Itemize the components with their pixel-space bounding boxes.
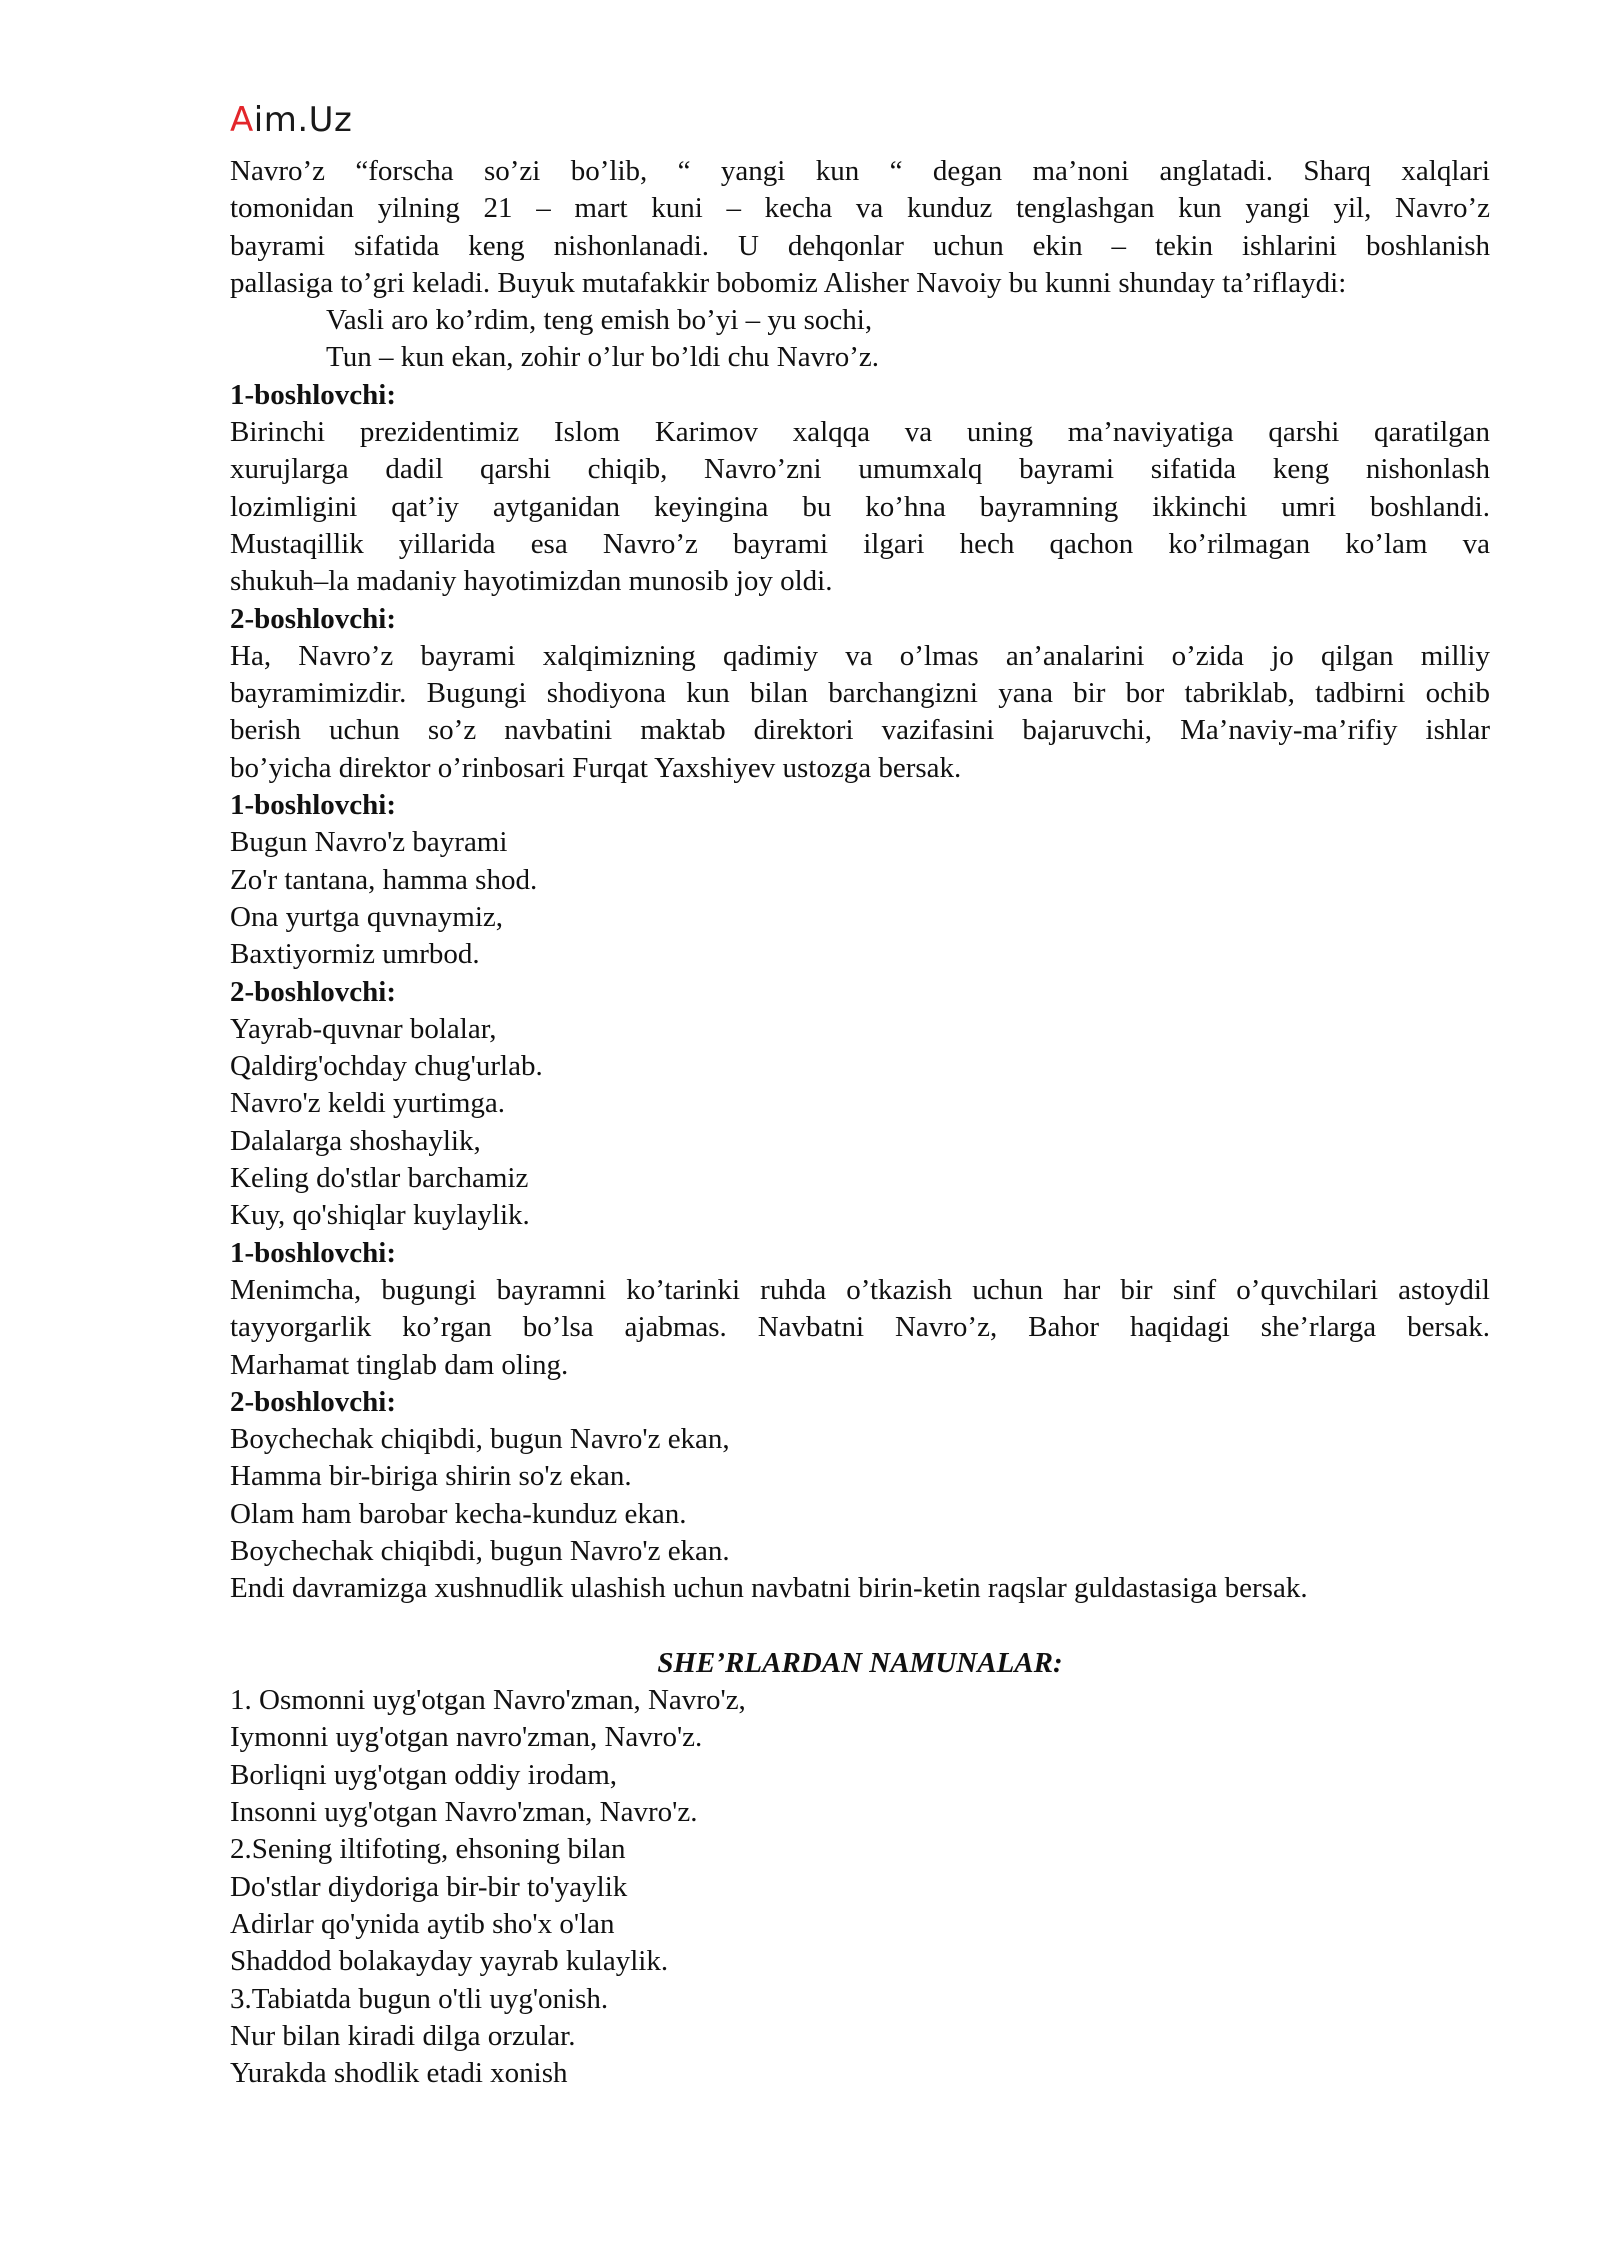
poem-line: Kuy, qo'shiqlar kuylaylik.: [230, 1199, 530, 1232]
poem-line: Nur bilan kiradi dilga orzular.: [230, 2019, 576, 2052]
speech-line: Marhamat tinglab dam oling.: [230, 1348, 569, 1381]
poem-line: Borliqni uyg'otgan oddiy irodam,: [230, 1758, 618, 1791]
poem-line: Hamma bir-biriga shirin so'z ekan.: [230, 1460, 632, 1493]
poem-line: Insonni uyg'otgan Navro'zman, Navro'z.: [230, 1796, 698, 1829]
poem-line: Ona yurtga quvnaymiz,: [230, 900, 504, 933]
poem-line: Iymonni uyg'otgan navro'zman, Navro'z.: [230, 1721, 703, 1754]
poem-line: Do'stlar diydoriga bir-bir to'yaylik: [230, 1870, 628, 1903]
speech-line: tayyorgarlik ko’rgan bo’lsa ajabmas. Navbatni Navro’z, Bahor haqidagi she’rlarga bersak.: [230, 1311, 1490, 1344]
quote-line: Vasli aro ko’rdim, teng emish bo’yi – yu sochi,: [326, 304, 873, 337]
speech-line: bo’yicha direktor o’rinbosari Furqat Yaxshiyev ustozga bersak.: [230, 751, 962, 784]
speech-line: Menimcha, bugungi bayramni ko’tarinki ruhda o’tkazish uchun har bir sinf o’quvchilari astoydil: [230, 1273, 1490, 1306]
speaker-label: 2-boshlovchi:: [230, 602, 396, 635]
poem-line: 2.Sening iltifoting, ehsoning bilan: [230, 1833, 626, 1866]
poem-line: Zo'r tantana, hamma shod.: [230, 863, 538, 896]
speech-line: bayramimizdir. Bugungi shodiyona kun bilan barchangizni yana bir bor tabriklab, tadbirni ochib: [230, 677, 1490, 710]
intro-line: pallasiga to’gri keladi. Buyuk mutafakkir bobomiz Alisher Navoiy bu kunni shunday ta’riflaydi:: [230, 266, 1347, 299]
poem-line: Shaddod bolakayday yayrab kulaylik.: [230, 1945, 669, 1978]
poem-line: Boychechak chiqibdi, bugun Navro'z ekan,: [230, 1423, 730, 1456]
poem-line: Yayrab-quvnar bolalar,: [230, 1012, 497, 1045]
poem-line: Qaldirg'ochday chug'urlab.: [230, 1050, 543, 1083]
poem-line: Dalalarga shoshaylik,: [230, 1124, 481, 1157]
blank-line: [230, 1608, 1490, 1645]
speaker-label: 2-boshlovchi:: [230, 975, 396, 1008]
speech-line: berish uchun so’z navbatini maktab direktori vazifasini bajaruvchi, Ma’naviy-ma’rifiy ishlar: [230, 714, 1490, 747]
speech-line: Mustaqillik yillarida esa Navro’z bayrami ilgari hech qachon ko’rilmagan ko’lam va: [230, 527, 1490, 560]
poem-line: Navro'z keldi yurtimga.: [230, 1087, 506, 1120]
speech-line: lozimligini qat’iy aytganidan keyingina bu ko’hna bayramning ikkinchi umri boshlandi.: [230, 490, 1490, 523]
section-heading: SHE’RLARDAN NAMUNALAR:: [657, 1646, 1063, 1679]
document-body: [230, 153, 1490, 2092]
poem-line: 3.Tabiatda bugun o'tli uyg'onish.: [230, 1982, 609, 2015]
intro-line: bayrami sifatida keng nishonlanadi. U dehqonlar uchun ekin – tekin ishlarini boshlanish: [230, 229, 1490, 262]
quote-line: Tun – kun ekan, zohir o’lur bo’ldi chu Navro’z.: [326, 341, 880, 374]
intro-line: tomonidan yilning 21 – mart kuni – kecha va kunduz tenglashgan kun yangi yil, Navro’z: [230, 192, 1490, 225]
speech-line: Birinchi prezidentimiz Islom Karimov xalqqa va uning ma’naviyatiga qarshi qaratilgan: [230, 416, 1490, 449]
poem-line: Adirlar qo'ynida aytib sho'x o'lan: [230, 1907, 615, 1940]
poem-line: Yurakda shodlik etadi xonish: [230, 2057, 568, 2090]
logo-text: im.Uz: [253, 100, 353, 140]
poem-line: Boychechak chiqibdi, bugun Navro'z ekan.: [230, 1534, 730, 1567]
speaker-label: 1-boshlovchi:: [230, 789, 396, 822]
poem-line: Keling do'stlar barchamiz: [230, 1162, 529, 1195]
poem-line: Olam ham barobar kecha-kunduz ekan.: [230, 1497, 687, 1530]
intro-line: Navro’z “forscha so’zi bo’lib, “ yangi kun “ degan ma’noni anglatadi. Sharq xalqlari: [230, 155, 1490, 187]
speaker-label: 1-boshlovchi:: [230, 378, 396, 411]
logo-accent-letter: A: [230, 100, 254, 140]
speech-line: Endi davramizga xushnudlik ulashish uchun navbatni birin-ketin raqslar guldastasiga bersak.: [230, 1572, 1308, 1605]
poem-line: 1. Osmonni uyg'otgan Navro'zman, Navro'z,: [230, 1684, 746, 1717]
speech-line: shukuh–la madaniy hayotimizdan munosib joy oldi.: [230, 565, 833, 598]
site-logo[interactable]: [230, 100, 352, 140]
speech-line: xurujlarga dadil qarshi chiqib, Navro’zni umumxalq bayrami sifatida keng nishonlash: [230, 453, 1490, 486]
speaker-label: 1-boshlovchi:: [230, 1236, 396, 1269]
poem-line: Baxtiyormiz umrbod.: [230, 938, 480, 971]
poem-line: Bugun Navro'z bayrami: [230, 826, 508, 859]
speech-line: Ha, Navro’z bayrami xalqimizning qadimiy va o’lmas an’analarini o’zida jo qilgan milliy: [230, 639, 1490, 672]
speaker-label: 2-boshlovchi:: [230, 1385, 396, 1418]
